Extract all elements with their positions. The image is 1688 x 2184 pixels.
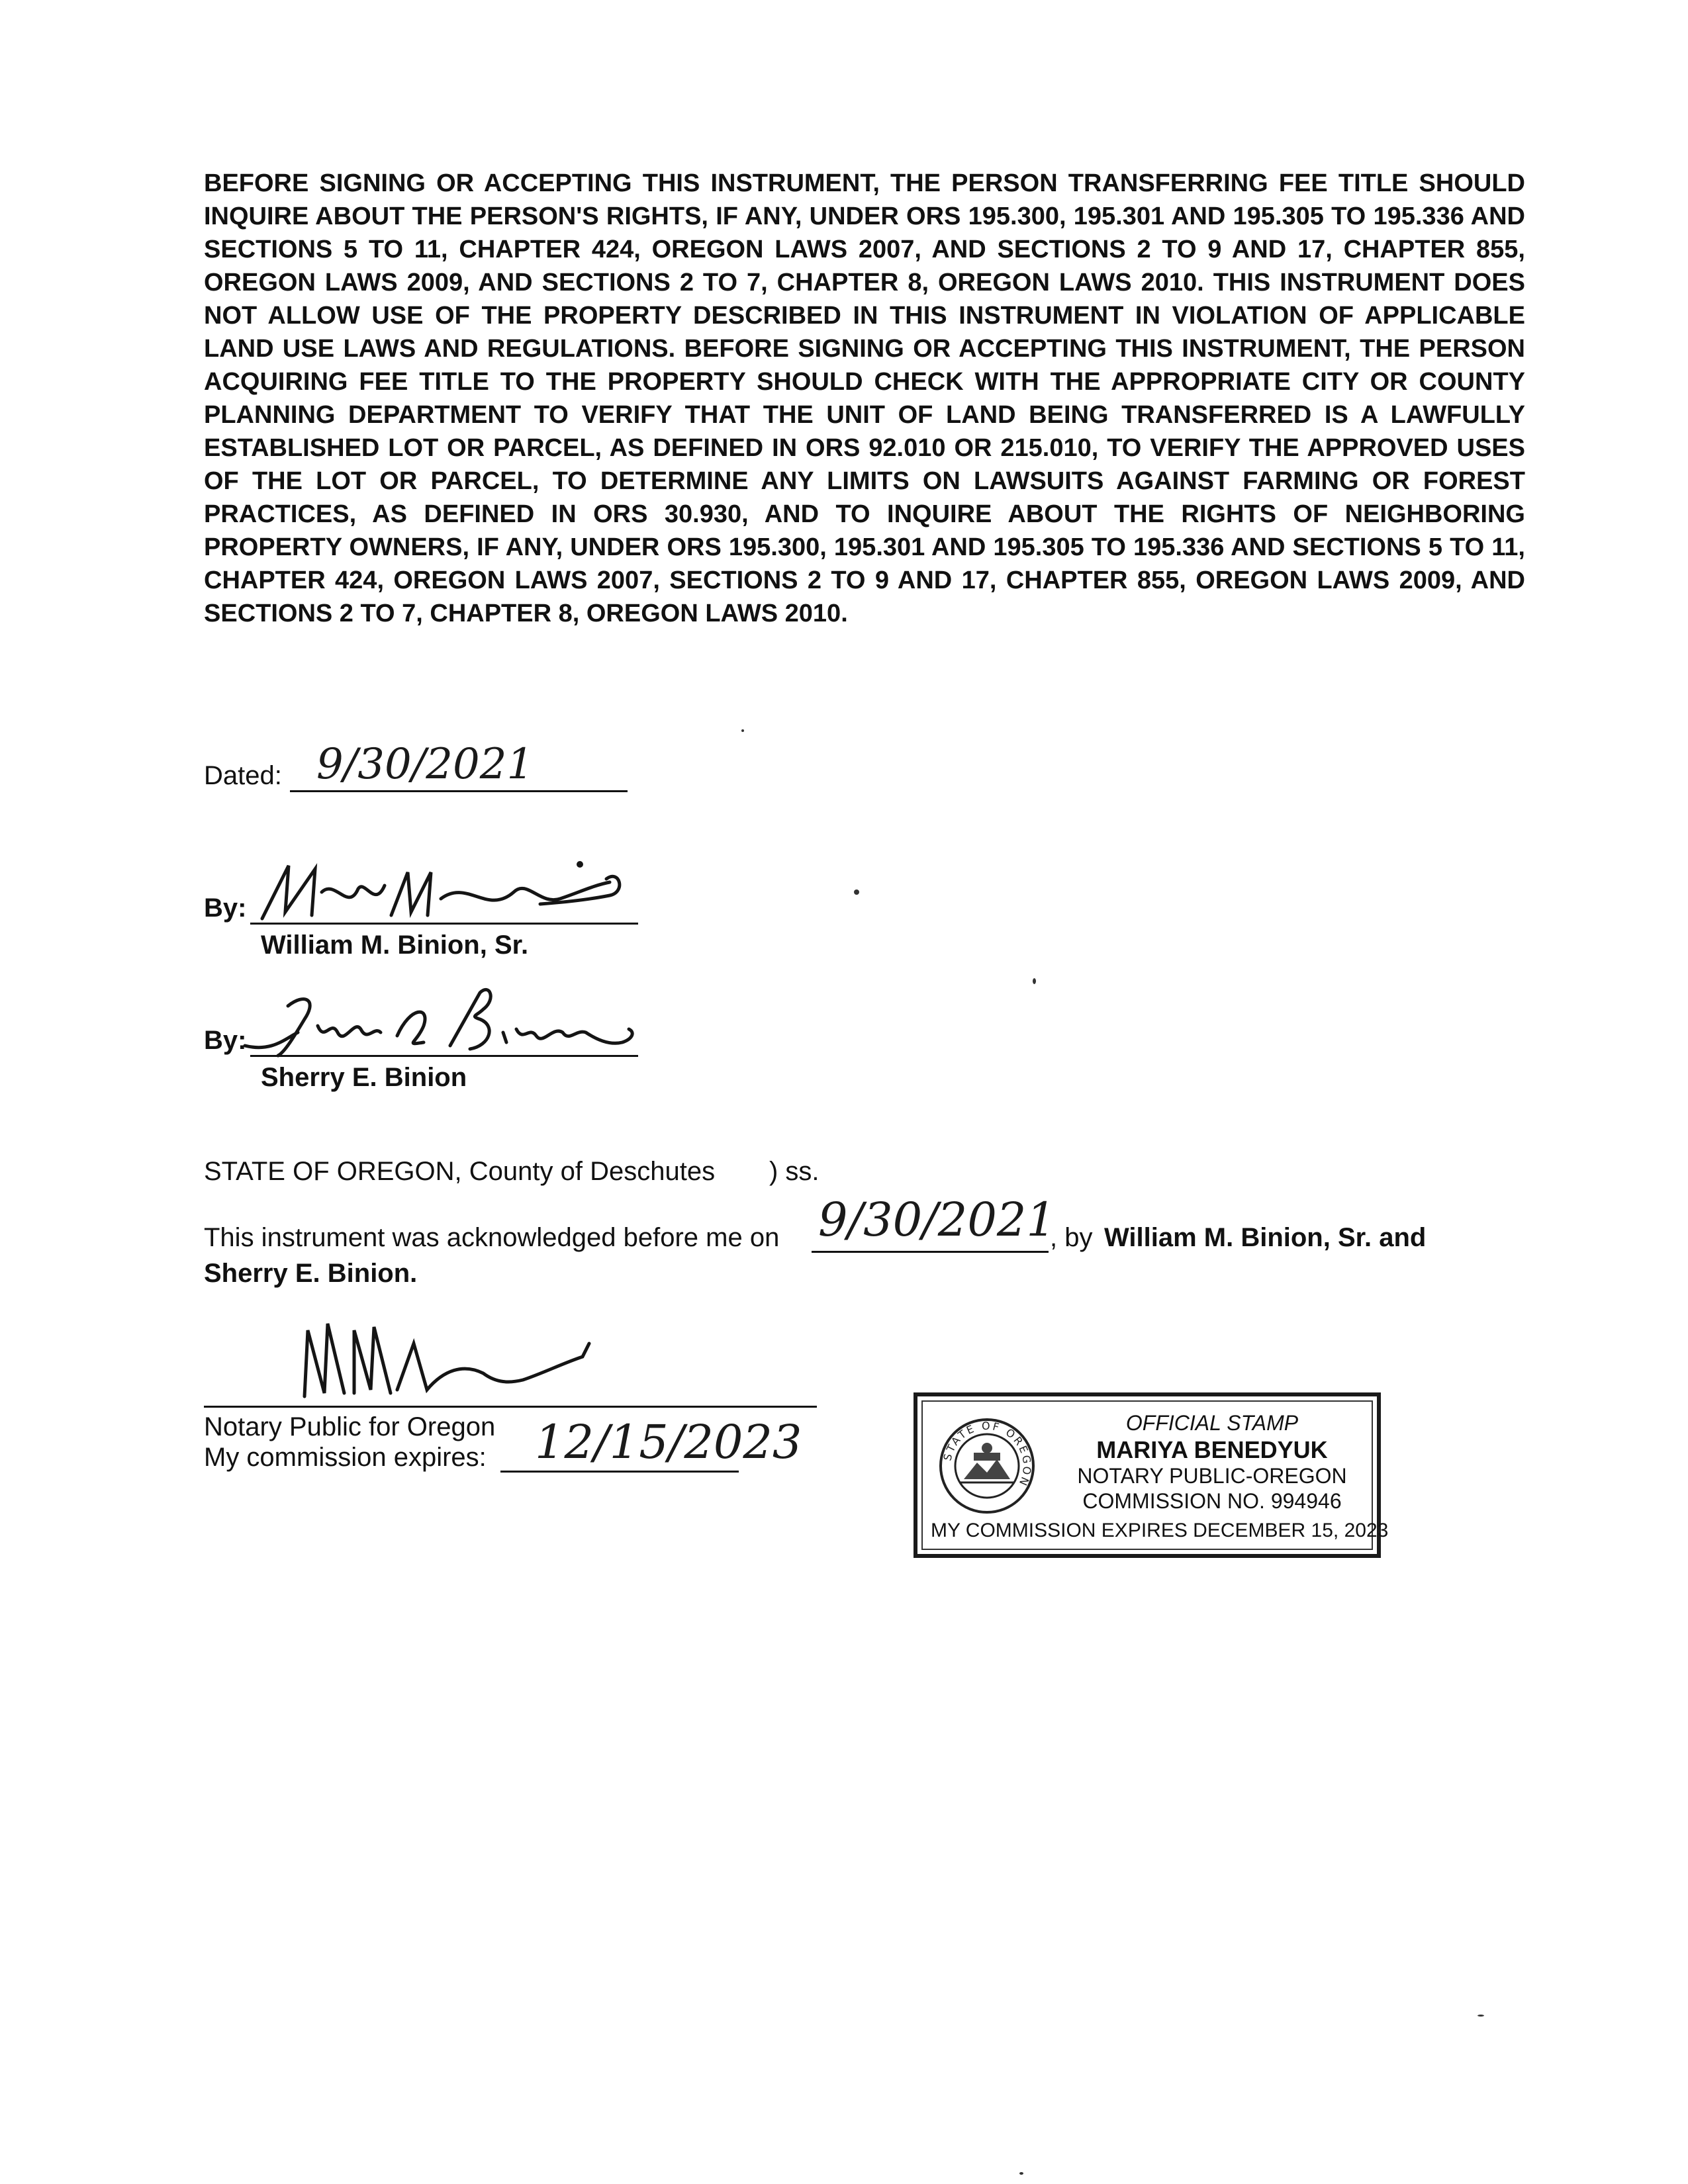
acknowledgment-date-line	[812, 1251, 1049, 1253]
scan-speck	[1019, 2172, 1023, 2175]
land-use-disclaimer: BEFORE SIGNING OR ACCEPTING THIS INSTRUMENT, THE PERSON TRANSFERRING FEE TITLE SHOULD INQUIRE ABOUT THE PERSON'S RIGHTS, IF ANY, UNDER ORS 195.300, 195.301 AND 195.305 TO 195.336 AND SECTIONS 5 TO 11, CHAPTER 424, OREGON LAWS 2007, AND SECTIONS 2 TO 9 AND 17, CHAPTER 855, OREGON LAWS 2009, AND SECTIONS 2 TO 7, CHAPTER 8, OREGON LAWS 2010. THIS INSTRUMENT DOES NOT ALLOW USE OF THE PROPERTY DESCRIBED IN THIS INSTRUMENT IN VIOLATION OF APPLICABLE LAND USE LAWS AND REGULATIONS. BEFORE SIGNING OR ACCEPTING THIS INSTRUMENT, THE PERSON ACQUIRING FEE TITLE TO THE PROPERTY SHOULD CHECK WITH THE APPROPRIATE CITY OR COUNTY PLANNING DEPARTMENT TO VERIFY THAT THE UNIT OF LAND BEING TRANSFERRED IS A LAWFULLY ESTABLISHED LOT OR PARCEL, AS DEFINED IN ORS 92.010 OR 215.010, TO VERIFY THE APPROVED USES OF THE LOT OR PARCEL, TO DETERMINE ANY LIMITS ON LAWSUITS AGAINST FARMING OR FOREST PRACTICES, AS DEFINED IN ORS 30.930, AND TO INQUIRE ABOUT THE RIGHTS OF NEIGHBORING PROPERTY OWNERS, IF ANY, UNDER ORS 195.300, 195.301 AND 195.305 TO 195.336 AND SECTIONS 5 TO 11, CHAPTER 424, OREGON LAWS 2007, SECTIONS 2 TO 9 AND 17, CHAPTER 855, OREGON LAWS 2009, AND SECTIONS 2 TO 7, CHAPTER 8, OREGON LAWS 2010.	[204, 169, 1525, 627]
venue-state-county: STATE OF OREGON, County of Deschutes	[204, 1157, 716, 1186]
state-seal-icon	[937, 1416, 1037, 1516]
stamp-notary-name: MARIYA BENEDYUK	[1096, 1436, 1328, 1463]
stamp-heading: OFFICIAL STAMP	[1125, 1411, 1299, 1435]
notary-signature-line	[204, 1406, 817, 1408]
stamp-commission-number: COMMISSION NO. 994946	[1082, 1489, 1342, 1513]
acknowledgment-text: This instrument was acknowledged before me on	[204, 1223, 780, 1252]
signer2-by-label: By:	[204, 1026, 247, 1055]
venue-ss: ) ss.	[769, 1157, 820, 1186]
scan-speck	[854, 889, 859, 895]
dated-label: Dated:	[204, 761, 282, 790]
scan-speck	[1477, 2015, 1484, 2017]
svg-text:STATE OF OREGON: STATE OF OREGON	[941, 1419, 1034, 1490]
stamp-notary-title: NOTARY PUBLIC-OREGON	[1077, 1464, 1347, 1488]
acknowledgment-names-line1: William M. Binion, Sr. and	[1104, 1223, 1427, 1252]
notary-expires-handwritten: 12/15/2023	[535, 1415, 802, 1469]
acknowledgment-by-prefix: , by	[1050, 1223, 1093, 1252]
notary-expires-label: My commission expires:	[204, 1443, 487, 1472]
signer1-signature-image	[249, 852, 646, 932]
notary-expires-line	[500, 1471, 739, 1473]
stamp-commission-expiry: MY COMMISSION EXPIRES DECEMBER 15, 2023	[931, 1520, 1389, 1541]
signer1-by-label: By:	[204, 893, 247, 923]
acknowledgment-handwritten-date: 9/30/2021	[818, 1193, 1056, 1247]
dated-line	[290, 790, 628, 792]
official-notary-stamp	[914, 1392, 1389, 1558]
acknowledgment-names-line2: Sherry E. Binion.	[204, 1259, 418, 1288]
notary-signature-image	[291, 1317, 635, 1403]
signer2-printed-name: Sherry E. Binion	[261, 1063, 467, 1092]
signer1-printed-name: William M. Binion, Sr.	[261, 931, 529, 960]
scan-speck	[1033, 978, 1036, 984]
notary-title: Notary Public for Oregon	[204, 1412, 496, 1441]
dated-handwritten-value: 9/30/2021	[316, 740, 534, 789]
scan-speck	[741, 729, 744, 732]
signer2-signature-image	[225, 979, 649, 1066]
